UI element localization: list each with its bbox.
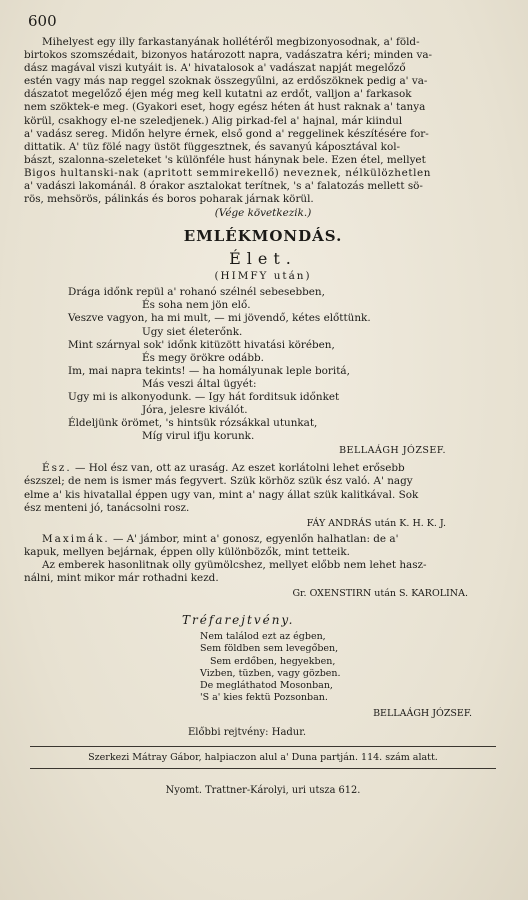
continued-note: (Vége következik.) [214,207,312,220]
paragraph-line: dász magával viszi kutyáit is. A' hivatalosok a' vadászat napját megelőző [24,62,406,75]
paragraph-line: Bigos hultanski-nak (apritott semmirekellő) neveznek, nélkülözhetlen [24,166,432,179]
paragraph-line [24,533,504,546]
paragraph-line: rös, mehsörös, pálinkás és boros poharak járnak körül. [24,193,314,206]
poem-verse: Más veszi által ügyét: [142,377,257,390]
poem-verse: Im, mai napra tekints! — ha homályunak leple boritá, [68,364,350,377]
poem-verse: Ugy mi is alkonyodunk. — Igy hát forditsuk időnket [68,390,340,403]
paragraph-line: körül, csakhogy el-ne szeledjenek.) Alig pirkad-fel a' hajnal, már kiindul [24,114,403,127]
footer-divider [30,746,496,747]
page-number: 600 [28,12,57,30]
maximak-credit: Gr. OXENSTIRN után S. KAROLINA. [292,588,468,600]
paragraph-line: nem szöktek-e meg. (Gyakori eset, hogy egész héten át hust raknak a' tanya [24,101,426,114]
footer-divider [30,768,496,769]
poem-verse: Jóra, jelesre kiválót. [142,404,248,417]
poem-verse: Veszve vagyon, ha mi mult, — mi jövendő, kétes előttünk. [68,312,371,325]
paragraph-line [24,462,504,475]
esz-paragraph [20,462,506,514]
riddle-line: Vizben, tüzben, vagy gözben. [200,667,341,679]
poem-signature: BELLAÁGH JÓZSEF. [339,445,446,457]
paragraph-line: estén vagy más nap reggel szoknak összegyűlni, az erdőszöknek pedig a' va- [24,75,428,88]
paragraph-line: birtokos szomszédait, bizonyos határozott napra, vadászatra kéri; minden va- [24,49,433,62]
riddle-line: Sem földben sem levegőben, [200,643,339,655]
poem [20,286,506,443]
paragraph-line: dittatik. A' tüz fölé nagy üstöt függesztnek, és savanyú káposztával kol- [24,140,401,153]
poem-verse: Míg virul ifju korunk. [142,430,255,443]
riddle-title: Tréfarejtvény. [182,613,295,628]
paragraph-line: kapuk, mellyen bejárnak, éppen olly különbözők, mint tetteik. [24,545,350,558]
riddle-line: De megláthatod Mosonban, [200,679,333,691]
paragraph-line: bászt, szalonna-szeleteket 's különféle hust hánynak bele. Ezen étel, mellyet [24,153,426,166]
paragraph-line: ész menteni jó, tanácsolni rosz. [24,501,190,514]
editor-line: Szerkezi Mátray Gábor, halpiaczon alul a' Duna partján. 114. szám alatt. [88,752,438,764]
poem-verse: Drága időnk repül a' rohanó szélnél sebesebben, [68,286,325,299]
paragraph-line: Mihelyest egy illy farkastanyának hollétéről megbizonyosodnak, a' föld- [42,36,420,48]
paragraph-line: a' vadászi lakománál. 8 órakor asztalokat terítnek, 's a' falatozás mellett sö- [24,180,423,193]
paragraph-line: Az emberek hasonlitnak olly gyümölcshez, mellyet előbb nem lehet hasz- [42,558,427,571]
printer-line: Nyomt. Trattner-Károlyi, uri utsza 612. [165,785,361,797]
poem-verse: Mint szárnyal sok' időnk kitüzött hivatási körében, [68,338,335,351]
poem-verse: Éldeljünk örömet, 's hintsük rózsákkal utunkat, [68,417,318,430]
paragraph-line: dászatot megelőző éjen még meg kell kutatni az erdőt, valljon a' farkasok [24,88,412,101]
poem-attribution: (HIMFY után) [214,270,312,283]
esz-text: — Hol ész van, ott az uraság. Az eszet korlátolni lehet erősebb [71,462,405,475]
riddle-line: Nem találod ezt az égben, [200,631,326,643]
opening-paragraph [20,36,506,206]
riddle-line: 'S a' kies fektü Pozsonban. [200,692,328,704]
paragraph-line: a' vadász sereg. Midőn helyre érnek, első gond a' reggelinek készítésére for- [24,127,429,140]
paragraph-line: nálni, mint mikor már rothadni kezd. [24,572,219,584]
riddle [20,631,506,704]
paragraph-line: elme a' kis hivatallal éppen ugy van, mint a' nagy állat szük kalitkával. Sok [24,488,419,501]
paragraph-line: észszel; de nem is ismer más fegyvert. Szük körhöz szük ész való. A' nagy [24,475,413,488]
maximak-paragraph [20,533,506,585]
poem-verse: És megy örökre odább. [142,351,264,364]
maximak-text: — A' jámbor, mint a' gonosz, egyenlőn halhatlan: de a' [109,532,399,545]
poem-verse: Ugy siet életerőnk. [142,325,243,338]
riddle-line: Sem erdőben, hegyekben, [210,655,336,667]
maximak-lead: Maximák. [42,532,110,545]
riddle-signature: BELLAÁGH JÓZSEF. [373,708,472,720]
poem-title: Élet. [229,249,297,269]
section-title: EMLÉKMONDÁS. [183,227,343,246]
esz-credit: FÁY ANDRÁS után K. H. K. J. [306,517,446,529]
previous-riddle-answer: Előbbi rejtvény: Hadur. [188,727,307,739]
esz-lead: Ész. [42,462,72,475]
poem-verse: És soha nem jön elő. [142,299,251,312]
